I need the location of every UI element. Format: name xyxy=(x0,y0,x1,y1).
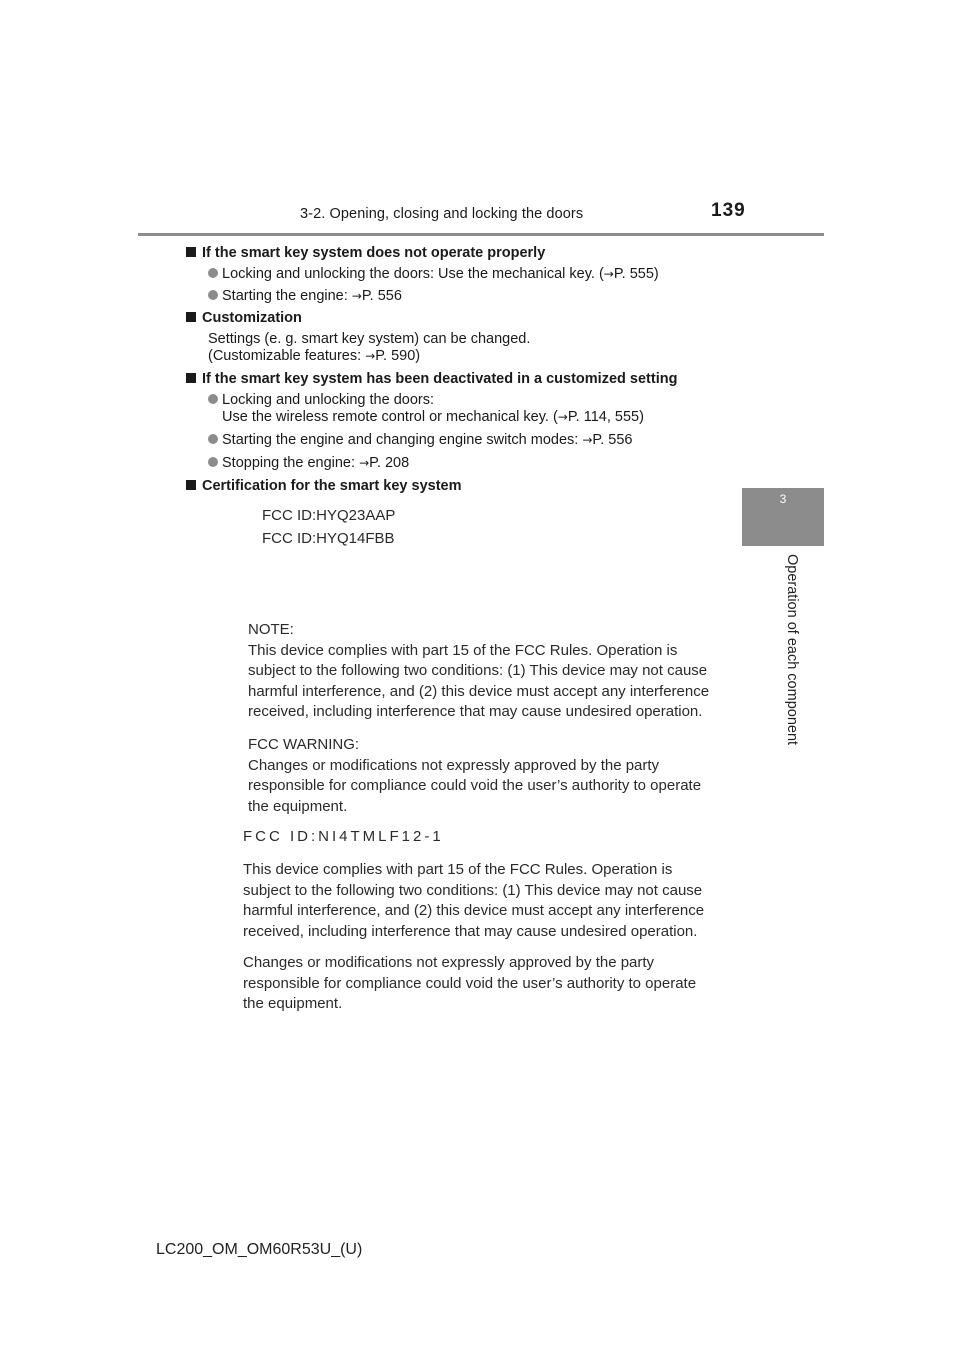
fcc-note: NOTE: This device complies with part 15 of the FCC Rules. Operation is subject to the following two conditions: (1) This device may not cause harmful interference, and (2) this device must accept any interference received, including interference that may cause undesired operation. xyxy=(248,621,710,720)
bullet-item: Locking and unlocking the doors: xyxy=(208,390,434,411)
square-bullet-icon xyxy=(186,247,196,257)
fcc-id: FCC ID:HYQ14FBB xyxy=(262,530,395,547)
fcc-changes: Changes or modifications not expressly approved by the party responsible for compliance could void the user’s authority to operate the equipment. xyxy=(243,954,697,1012)
bullet-item: Starting the engine and changing engine switch modes: →P. 556 xyxy=(208,430,632,451)
header-rule xyxy=(138,233,824,236)
arrow-icon: → xyxy=(603,267,614,281)
fcc-compliance: This device complies with part 15 of the FCC Rules. Operation is subject to the following two conditions: (1) This device may not cause harmful interference, and (2) this device must accept any interference received, including interference that may cause undesired operation. xyxy=(243,861,705,940)
page-ref[interactable]: P. 556 xyxy=(361,288,402,304)
page-ref[interactable]: P. 590 xyxy=(375,348,416,364)
arrow-icon: → xyxy=(582,433,593,447)
arrow-icon: → xyxy=(359,456,370,470)
square-bullet-icon xyxy=(186,312,196,322)
bullet-continuation: Use the wireless remote control or mechanical key. (→P. 114, 555) xyxy=(222,409,644,425)
bullet-item: Starting the engine: →P. 556 xyxy=(208,286,402,307)
square-bullet-icon xyxy=(186,373,196,383)
fcc-id-secondary: FCC ID:NI4TMLF12-1 xyxy=(243,828,444,845)
square-bullet-icon xyxy=(186,480,196,490)
section-heading: Certification for the smart key system xyxy=(186,476,461,497)
chapter-tab-number: 3 xyxy=(779,492,787,506)
circle-bullet-icon xyxy=(208,434,218,444)
body-line: Settings (e. g. smart key system) can be changed. xyxy=(208,331,531,347)
page-ref[interactable]: P. 555 xyxy=(613,266,654,282)
section-heading: Customization xyxy=(186,308,302,329)
arrow-icon: → xyxy=(351,289,362,303)
circle-bullet-icon xyxy=(208,457,218,467)
page-ref[interactable]: P. 208 xyxy=(369,455,410,471)
arrow-icon: → xyxy=(557,410,568,424)
running-header-section: 3-2. Opening, closing and locking the doors xyxy=(300,206,584,222)
document-footer-code: LC200_OM_OM60R53U_(U) xyxy=(156,1241,363,1258)
circle-bullet-icon xyxy=(208,394,218,404)
arrow-icon: → xyxy=(365,349,376,363)
body-line: (Customizable features: →P. 590) xyxy=(208,348,421,364)
page-number: 139 xyxy=(711,200,746,221)
bullet-item: Stopping the engine: →P. 208 xyxy=(208,453,409,474)
page-ref[interactable]: P. 556 xyxy=(592,432,633,448)
circle-bullet-icon xyxy=(208,268,218,278)
section-heading: If the smart key system does not operate properly xyxy=(186,243,545,264)
bullet-item: Locking and unlocking the doors: Use the mechanical key. (→P. 555) xyxy=(208,264,659,285)
page-ref[interactable]: P. 114, 555 xyxy=(567,409,640,425)
fcc-warning: FCC WARNING: Changes or modifications not expressly approved by the party responsible for compliance could void the user’s authority to operate the equipment. xyxy=(248,736,702,815)
section-heading: If the smart key system has been deactivated in a customized setting xyxy=(186,369,677,390)
fcc-id: FCC ID:HYQ23AAP xyxy=(262,507,396,524)
chapter-tab-label: Operation of each component xyxy=(784,554,800,746)
circle-bullet-icon xyxy=(208,290,218,300)
